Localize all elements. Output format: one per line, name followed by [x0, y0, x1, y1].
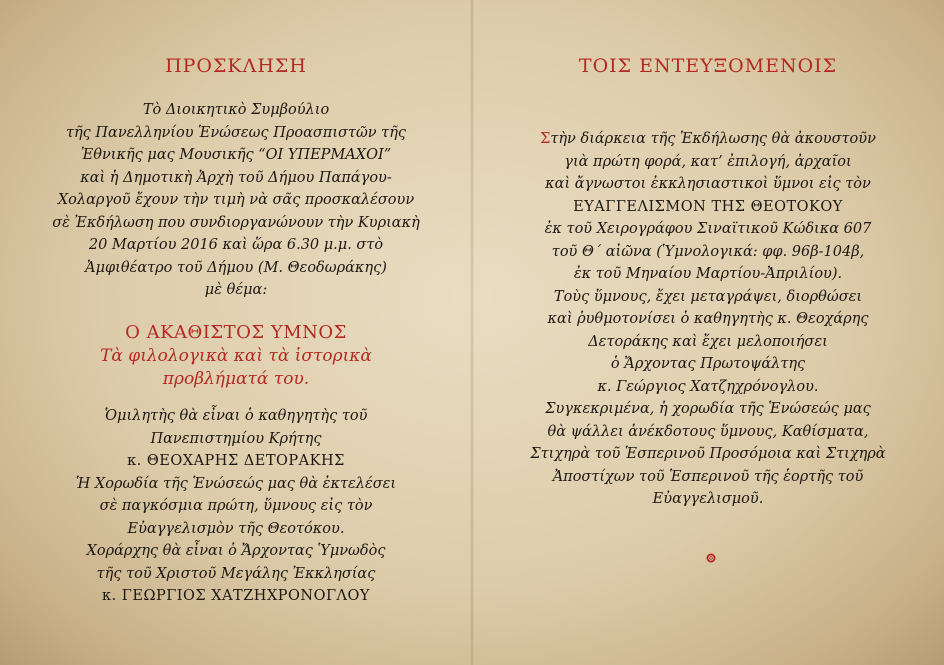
details-line: Ἡ Χορωδία τῆς Ἑνώσεώς μας θὰ ἐκτελέσει	[75, 475, 397, 492]
body-line: Εὐαγγελισμοῦ.	[652, 491, 764, 507]
body-line: Τοὺς ὕμνους, ἔχει μεταγράψει, διορθώσει	[553, 288, 863, 305]
right-body-text	[472, 128, 944, 511]
intro-line: καὶ ἡ Δημοτικὴ Ἀρχὴ τοῦ Δήμου Παπάγου-	[80, 169, 392, 186]
body-line: καὶ ῥυθμοτονίσει ὁ καθηγητὴς κ. Θεοχάρης	[547, 311, 869, 327]
topic-subtitle-line: προβλήματά του.	[162, 369, 310, 389]
body-line: ὁ Ἄρχοντας Πρωτοψάλτης	[610, 356, 806, 372]
topic-subtitle-line: Τὰ φιλολογικὰ καὶ τὰ ἱστορικὰ	[100, 346, 372, 366]
details-line: τῆς τοῦ Χριστοῦ Μεγάλης Ἐκκλησίας	[96, 565, 376, 582]
intro-line: Τὸ Διοικητικὸ Συμβούλιο	[142, 102, 330, 118]
readers-title: ΤΟΙΣ ΕΝΤΕΥΞΟΜΕΝΟΙΣ	[578, 55, 838, 77]
intro-line: σὲ Ἐκδήλωση που συνδιοργανώνουν τὴν Κυριακὴ	[52, 214, 420, 231]
first-line-rest: τὴν διάρκεια τῆς Ἐκδήλωσης θὰ ἀκουστοῦν	[550, 131, 876, 147]
rosette-ornament-icon	[706, 553, 716, 563]
details-line: Χοράρχης θὰ εἶναι ὁ Ἄρχοντας Ὑμνωδὸς	[86, 543, 386, 559]
details-line: Πανεπιστημίου Κρήτης	[150, 430, 322, 447]
body-line: Ἀποστίχων τοῦ Ἑσπερινοῦ τῆς ἑορτῆς τοῦ	[552, 468, 864, 485]
intro-line: μὲ θέμα:	[204, 282, 268, 298]
invitation-title: ΠΡΟΣΚΛΗΣΗ	[165, 55, 307, 77]
body-line-first	[472, 128, 944, 151]
intro-text	[0, 99, 472, 302]
body-line: ἐκ τοῦ Μηναίου Μαρτίου-Ἀπριλίου).	[573, 266, 843, 282]
drop-initial: Σ	[540, 131, 551, 147]
topic-block	[0, 321, 472, 391]
body-line: καὶ ἄγνωστοι ἐκκλησιαστικοὶ ὕμνοι εἰς τὸν	[545, 176, 871, 192]
body-line: κ. Γεώργιος Χατζηχρόνογλου.	[597, 378, 819, 395]
feast-title: ΕΥΑΓΓΕΛΙΣΜΟΝ ΤΗΣ ΘΕΟΤΟΚΟΥ	[573, 198, 843, 215]
speaker-name: κ. ΘΕΟΧΑΡΗΣ ΔΕΤΟΡΑΚΗΣ	[127, 453, 345, 469]
topic-title: Ο ΑΚΑΘΙΣΤΟΣ ΥΜΝΟΣ	[125, 322, 347, 343]
right-page	[472, 0, 944, 665]
details-line: σὲ παγκόσμια πρώτη, ὕμνους εἰς τὸν	[99, 498, 373, 514]
body-line: τοῦ Θ΄ αἰῶνα (Ὑμνολογικά: φφ. 96β-104β,	[551, 243, 865, 260]
choirmaster-name: κ. ΓΕΩΡΓΙΟΣ ΧΑΤΖΗΧΡΟΝΟΓΛΟΥ	[102, 588, 370, 604]
intro-line: τῆς Πανελληνίου Ἑνώσεως Προασπιστῶν τῆς	[65, 124, 407, 141]
body-line: γιὰ πρώτη φορά, κατ’ ἐπιλογή, ἀρχαῖοι	[564, 153, 852, 170]
intro-line: Χολαργοῦ ἔχουν τὴν τιμὴ νὰ σᾶς προσκαλέσουν	[57, 192, 415, 208]
body-line: ἐκ τοῦ Χειρογράφου Σιναϊτικοῦ Κώδικα 607	[544, 221, 872, 237]
body-line: Στιχηρὰ τοῦ Ἑσπερινοῦ Προσόμοια καὶ Στιχηρὰ	[530, 446, 886, 462]
body-line: Δετοράκης καὶ ἔχει μελοποιήσει	[588, 333, 828, 350]
body-line: θὰ ψάλλει ἀνέκδοτους ὕμνους, Καθίσματα,	[547, 423, 869, 440]
intro-line: Ἀμφιθέατρο τοῦ Δήμου (Μ. Θεοδωράκης)	[85, 259, 387, 276]
details-line: Εὐαγγελισμὸν τῆς Θεοτόκου.	[127, 520, 345, 537]
details-text	[0, 405, 472, 608]
intro-line: 20 Μαρτίου 2016 καὶ ὥρα 6.30 μ.μ. στὸ	[88, 237, 384, 253]
intro-line: Ἐθνικῆς μας Μουσικῆς “ΟΙ ΥΠΕΡΜΑΧΟΙ”	[80, 147, 392, 163]
details-line: Ὁμιλητὴς θὰ εἶναι ὁ καθηγητὴς τοῦ	[104, 408, 368, 424]
body-line: Συγκεκριμένα, ἡ χορωδία τῆς Ἑνώσεώς μας	[545, 401, 871, 417]
